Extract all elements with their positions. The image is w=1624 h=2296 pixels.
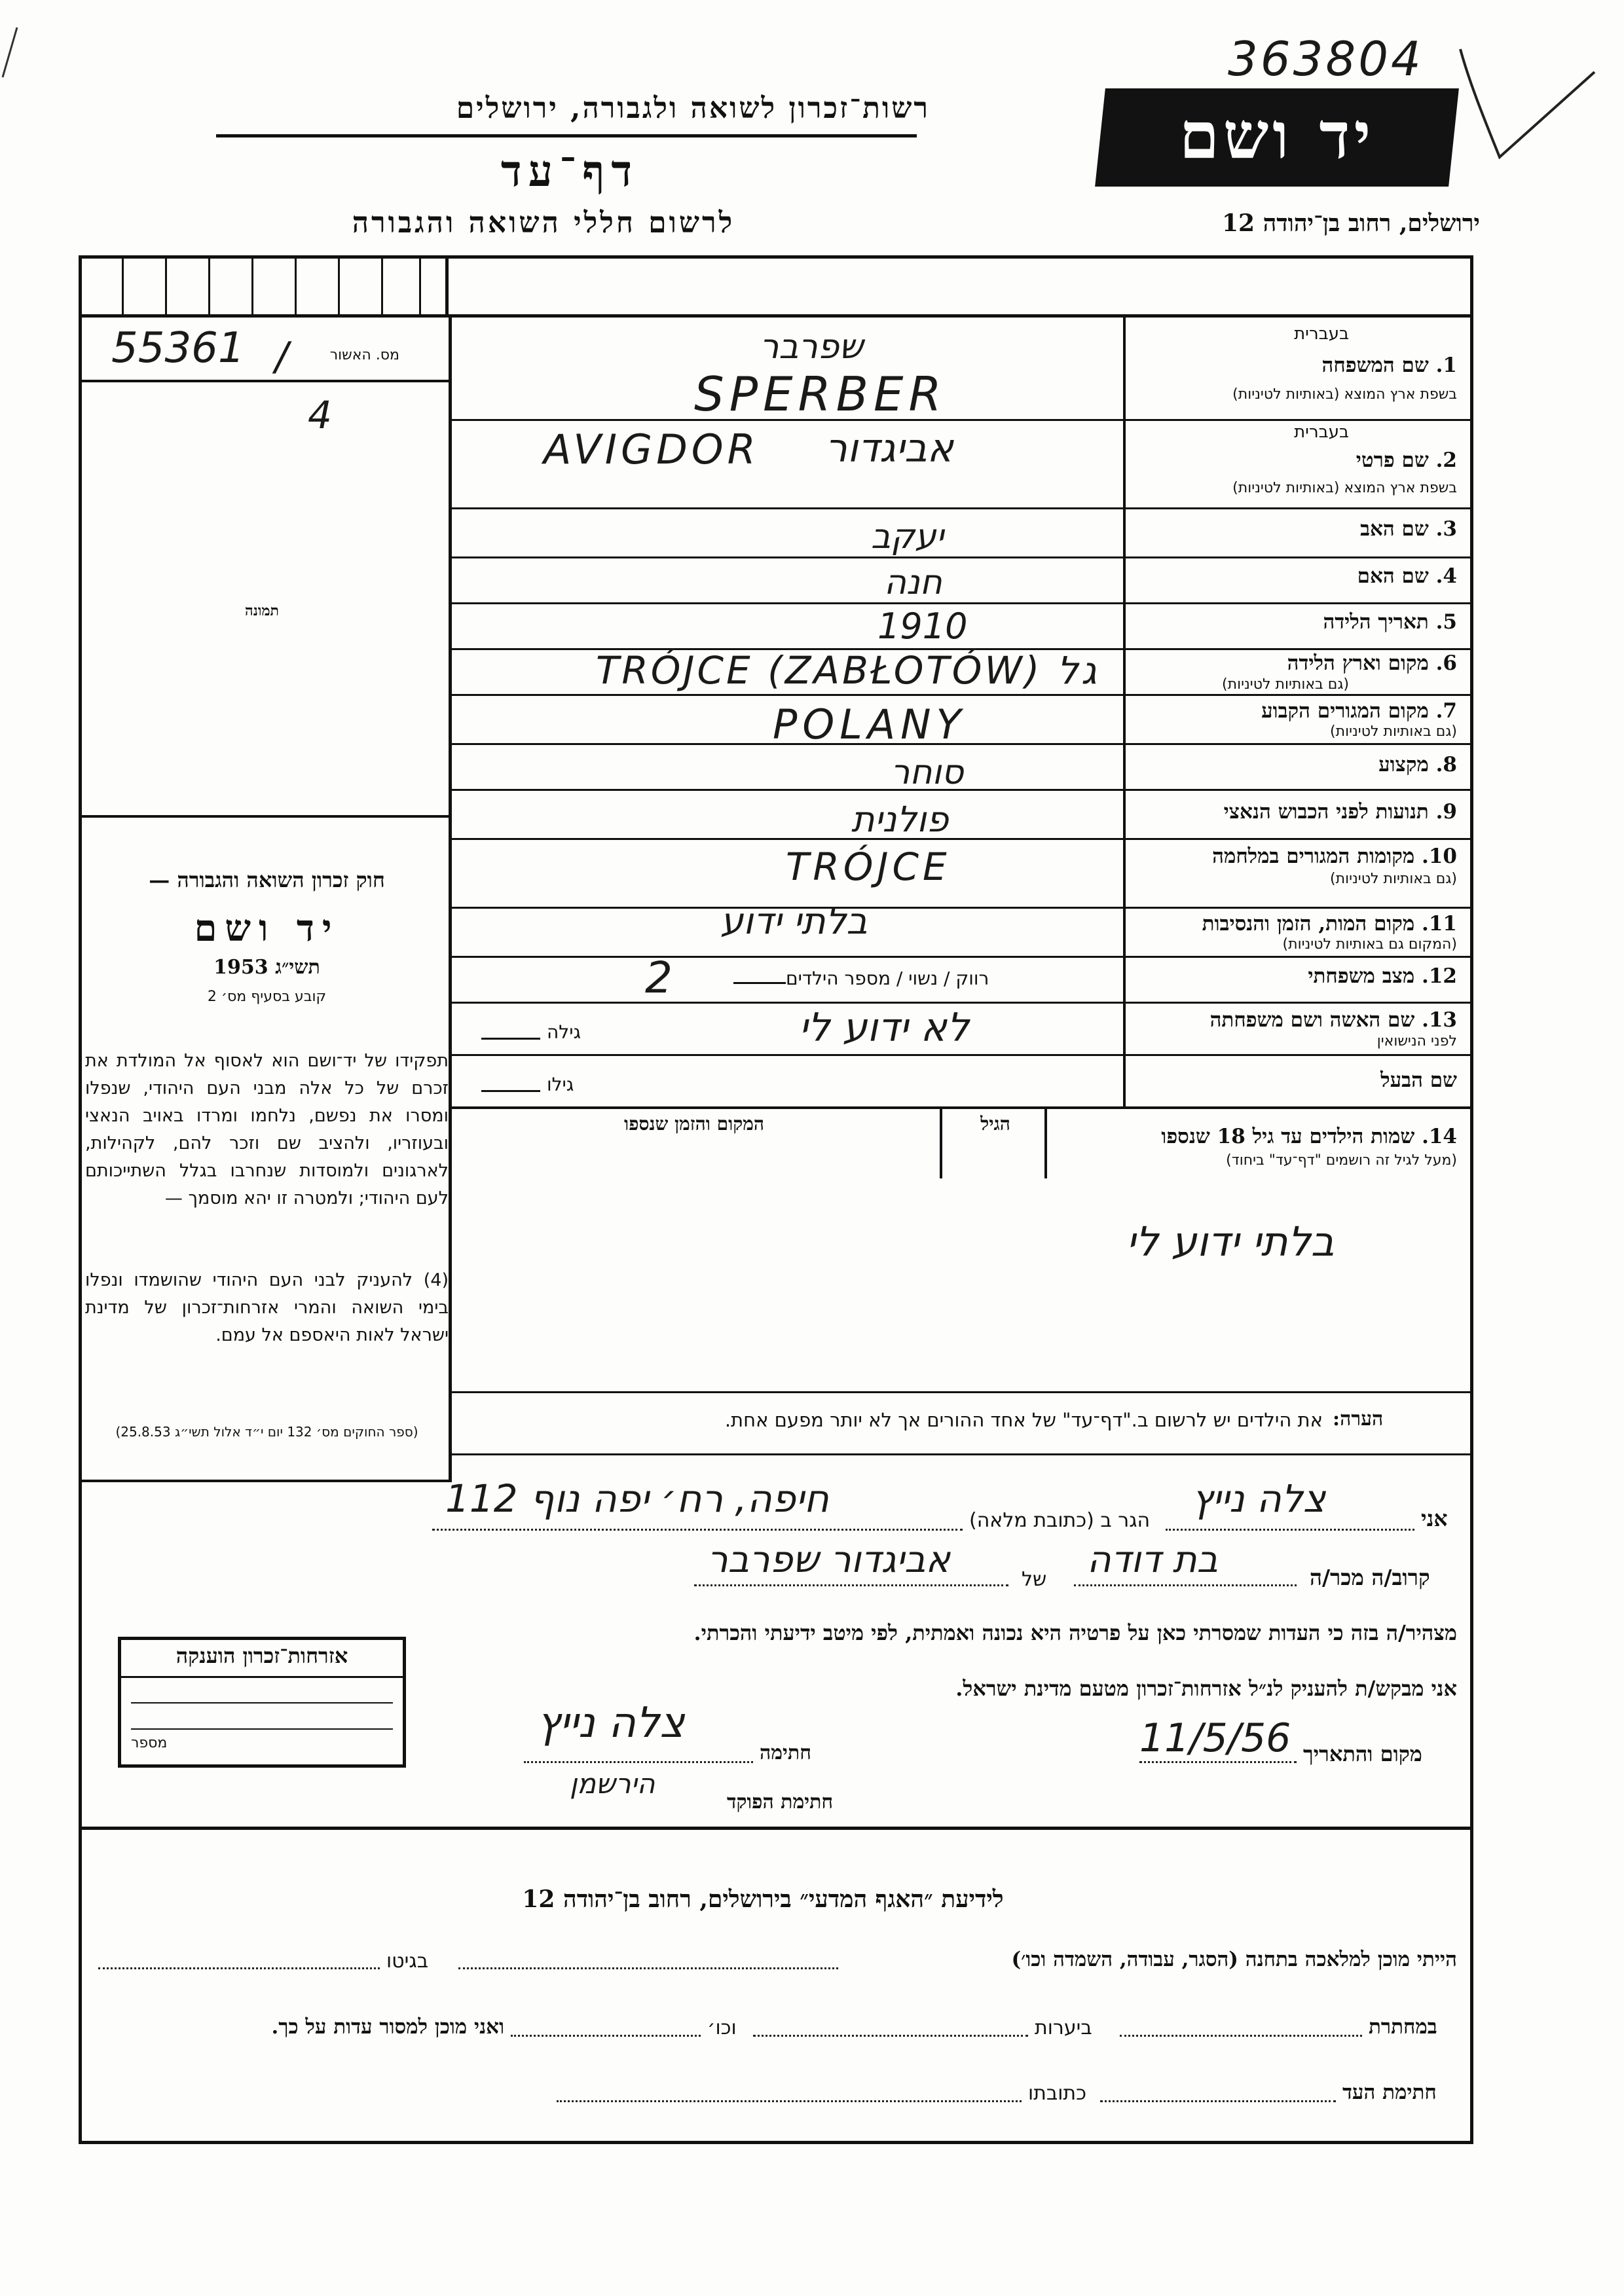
- ivrit-label: בעברית: [1294, 422, 1349, 442]
- children-count-value: 2: [645, 953, 673, 1003]
- wife-age-line: [481, 1038, 540, 1040]
- authority-line: רשות־זכרון לשואה ולגבורה, ירושלים: [456, 92, 930, 125]
- place-date-line: [1139, 1761, 1297, 1763]
- wartime-residence-value: TRÓJCE: [786, 845, 951, 889]
- footer-forests-label: ביערות: [1035, 2016, 1092, 2039]
- form-title: דף־עד: [500, 145, 639, 196]
- field-9-label: 9. תנועות לפני הכבוש הנאצי: [1223, 800, 1457, 824]
- subject-name-value: אביגדור שפרבר: [707, 1539, 950, 1581]
- law-name: יד ושם: [194, 907, 340, 950]
- occupation-value: סוחר: [891, 753, 964, 792]
- footer-line2-dots: [511, 2035, 701, 2037]
- field-6-label: 6. מקום וארץ הלידה: [1287, 651, 1457, 675]
- citizenship-receipt-title: אזרחות־זכרון הוענקה: [175, 1643, 348, 1668]
- note-text: את הילדים יש לרשום ב."דף־עד" של אחד ההורים אך לא יותר מפעם אחת.: [724, 1409, 1323, 1431]
- field-13-sublabel: לפני הנישואין: [1376, 1033, 1457, 1049]
- children-bottom-rule: [452, 1391, 1473, 1393]
- field-2-sublabel: בשפת ארץ המוצא (באותיות לטיניות): [1232, 480, 1457, 496]
- footer-ghetto-label: בגיטו: [386, 1950, 429, 1973]
- law-section: קובע בסעיף מס׳ 2: [207, 989, 327, 1005]
- top-strip-divider: [445, 255, 449, 318]
- husband-age-label: גילו: [547, 1074, 574, 1095]
- receipt-number-label: מספר: [131, 1735, 168, 1751]
- field-12-label: 12. מצב משפחתי: [1308, 964, 1457, 988]
- tick-cell: [338, 255, 340, 318]
- field-11-label: 11. מקום המות, הזמן והנסיבות: [1202, 912, 1457, 936]
- logo-address: ירושלים, רחוב בן־יהודה 12: [1221, 210, 1480, 237]
- receipt-rule: [131, 1702, 393, 1704]
- tick-cell: [251, 255, 253, 318]
- children-table-divider: [940, 1106, 942, 1178]
- surname-latin-value: SPERBER: [694, 367, 947, 422]
- firstname-latin-value: AVIGDOR: [544, 426, 760, 473]
- declarant-prefix: אני: [1421, 1506, 1448, 1531]
- movements-value: פולנית: [851, 799, 949, 840]
- tick-cell: [122, 255, 124, 318]
- field-rule: [452, 694, 1473, 696]
- law-source: (ספר החוקים מס׳ 132 יום י״ד אלול תשי״ג 25.8.53): [115, 1424, 418, 1440]
- children-age-header: הגיל: [980, 1113, 1010, 1135]
- residence-address-label: הגר ב (כתובת מלאה): [969, 1509, 1151, 1532]
- firstname-hebrew-value: אביגדור: [825, 426, 953, 471]
- footer-line1-dots: [98, 1967, 380, 1969]
- footer-witness-signature-label: חתימת העד: [1342, 2081, 1437, 2104]
- field-rule: [452, 556, 1473, 558]
- record-sub-number: 4: [308, 393, 332, 437]
- field-rule: [452, 1002, 1473, 1004]
- record-number: 55361: [111, 324, 245, 373]
- children-table-divider: [1044, 1106, 1047, 1178]
- tick-cell: [208, 255, 210, 318]
- address-line: [432, 1529, 963, 1531]
- signature-value: צלה נייץ: [537, 1699, 685, 1747]
- field-rule: [452, 1106, 1473, 1109]
- receipt-rule: [118, 1676, 406, 1678]
- footer-line3-dots: [557, 2100, 1022, 2102]
- officer-signature-label: חתימת הפוקד: [727, 1791, 834, 1813]
- field-rule: [452, 419, 1473, 421]
- record-number-label: מס. האשור: [329, 347, 399, 363]
- footer-line2-dots: [1120, 2035, 1362, 2037]
- declarant-name-value: צלה נייץ: [1192, 1476, 1326, 1521]
- photo-box-bottom: [79, 815, 449, 818]
- label-column-divider: [1123, 314, 1126, 1106]
- footer-etc-label: וכו׳: [707, 2016, 737, 2039]
- field-5-label: 5. תאריך הלידה: [1323, 610, 1457, 634]
- children-names-value: בלתי ידוע לי: [1126, 1218, 1335, 1266]
- archive-check-mark: [1454, 46, 1598, 164]
- left-column-divider: [449, 314, 452, 1480]
- law-box-bottom: [79, 1480, 452, 1482]
- field-rule: [452, 1054, 1473, 1056]
- field-6-sublabel: (גם באותיות לטיניות): [1222, 676, 1349, 693]
- field-rule: [452, 602, 1473, 604]
- footer-address-label: כתובתו: [1028, 2082, 1086, 2105]
- field-13-label: 13. שם האשה ושם משפחתה: [1209, 1008, 1457, 1032]
- death-place-value: בלתי ידוע: [720, 900, 868, 943]
- footer-line1-dots: [458, 1967, 838, 1969]
- field-1-label: 1. שם המשפחה: [1321, 354, 1457, 377]
- field-7-sublabel: (גם באותיות לטיניות): [1330, 723, 1457, 740]
- footer-underground-label: במחתרת: [1369, 2015, 1437, 2039]
- authority-underline: [216, 134, 917, 137]
- yad-vashem-logo: יד ושם: [1179, 98, 1375, 173]
- tick-cell: [381, 255, 383, 318]
- signature-label: חתימה: [760, 1741, 811, 1764]
- footer-title: לידיעת ״האגף המדעי״ בירושלים, רחוב בן־יהודה 12: [522, 1886, 1004, 1913]
- birth-year-value: 1910: [877, 606, 968, 647]
- marital-dash-line: [733, 982, 786, 984]
- law-title: חוק זכרון השואה והגבורה —: [149, 867, 385, 892]
- top-strip-bottom-rule: [79, 314, 1473, 318]
- field-10-label: 10. מקומות המגורים במלחמה: [1212, 845, 1457, 868]
- relation-line: [1074, 1584, 1297, 1586]
- citizenship-request: אני מבקש/ת להעניק לנ״ל אזרחות־זכרון מטעם מדינת ישראל.: [955, 1676, 1457, 1701]
- officer-signature-value: הירשמן: [570, 1768, 655, 1800]
- note-label: הערה:: [1333, 1408, 1384, 1430]
- field-rule: [452, 907, 1473, 909]
- declaration-bottom-rule: [79, 1827, 1473, 1830]
- margin-tick-mark: [0, 26, 20, 79]
- footer-line2-dots: [753, 2035, 1028, 2037]
- field-rule: [452, 956, 1473, 958]
- footer-line3-dots: [1100, 2100, 1336, 2102]
- photo-label: תמונה: [245, 602, 279, 619]
- tick-cell: [165, 255, 167, 318]
- declarant-name-line: [1166, 1529, 1414, 1531]
- of-label: של: [1022, 1568, 1047, 1591]
- field-14-sublabel: (מעל לגיל זה רושמים "דף־עד" ביחוד): [1226, 1152, 1457, 1169]
- husband-name-label: שם הבעל: [1380, 1068, 1457, 1092]
- field-3-label: 3. שם האב: [1360, 517, 1457, 541]
- tick-cell: [295, 255, 297, 318]
- record-row-rule: [79, 380, 449, 382]
- field-rule: [452, 838, 1473, 840]
- field-rule: [452, 507, 1473, 509]
- field-1-sublabel: בשפת ארץ המוצא (באותיות לטיניות): [1232, 386, 1457, 403]
- wife-name-value: לא ידוע לי: [799, 1005, 969, 1051]
- subject-name-line: [694, 1584, 1008, 1586]
- declarant-address-value: חיפה, רח׳ יפה נוף 112: [445, 1476, 829, 1521]
- field-2-label: 2. שם פרטי: [1356, 448, 1457, 472]
- signature-line: [524, 1761, 753, 1763]
- archive-number: 363804: [1228, 31, 1424, 86]
- relation-label: קרוב/ה מכר/ה: [1310, 1565, 1430, 1590]
- field-10-sublabel: (גם באותיות לטיניות): [1330, 871, 1457, 887]
- residence-value: POLANY: [773, 701, 967, 748]
- receipt-rule: [131, 1728, 393, 1730]
- wife-age-label: גילה: [547, 1021, 581, 1043]
- field-11-sublabel: (המקום גם באותיות לטיניות): [1282, 936, 1457, 953]
- form-subtitle: לרשום חללי השואה והגבורה: [352, 206, 735, 240]
- footer-line1-label: הייתי מוכן למלאכה בתחנה (הסגר, עבודה, השמדה וכו׳): [1011, 1948, 1457, 1971]
- footer-testimony-offer: ואני מוכן למסור עדות על כך.: [271, 2015, 504, 2039]
- record-slash: /: [275, 334, 289, 380]
- birthplace-value: TRÓJCE (ZABŁOTÓW) גל: [596, 648, 1099, 693]
- father-name-value: יעקב: [871, 517, 944, 556]
- date-value: 11/5/56: [1139, 1715, 1291, 1761]
- field-7-label: 7. מקום המגורים הקבוע: [1261, 699, 1457, 723]
- marital-status-options: רווק / נשוי / מספר הילדים: [786, 968, 989, 989]
- tick-cell: [419, 255, 421, 318]
- place-date-label: מקום והתאריך: [1303, 1741, 1422, 1766]
- children-place-header: המקום והזמן שנספו: [624, 1113, 764, 1135]
- field-8-label: 8. מקצוע: [1378, 753, 1457, 776]
- relation-value: בת דודה: [1087, 1539, 1218, 1581]
- law-paragraph: (4) להעניק לבני העם היהודי שהושמדו ונפלו בימי השואה והמרי אזרחות־זכרון של מדינת ישראל לאות היאספם אל עמם.: [85, 1270, 449, 1345]
- field-14-label: 14. שמות הילדים עד גיל 18 שנספו: [1161, 1125, 1457, 1148]
- ivrit-label: בעברית: [1294, 324, 1349, 344]
- husband-age-line: [481, 1090, 540, 1092]
- field-4-label: 4. שם האם: [1357, 564, 1457, 588]
- note-bottom-rule: [452, 1453, 1473, 1455]
- mother-name-value: חנה: [884, 563, 942, 602]
- law-year: תשי״ג 1953: [213, 956, 320, 979]
- law-paragraph: תפקידו של יד־ושם הוא לאסוף אל המולדת את זכרם של כל אלה מבני העם היהודי, שנפלו ומסרו את נפשם, נלחמו ומרדו באויב הנאצי ובעוזריו, ולהציב שם וזכר להם, לקהילות, לארגונים ולמוסדות שנחרבו בגלל השתייכותם לעם היהודי; ולמטרה זו יהא מוסמך —: [85, 1051, 449, 1209]
- declaration-statement: מצהיר/ה בזה כי העדות שמסרתי כאן על פרטיה היא נכונה ואמתית, לפי מיטב ידיעתי והכרתי.: [693, 1620, 1457, 1645]
- surname-hebrew-value: שפרבר: [760, 327, 864, 367]
